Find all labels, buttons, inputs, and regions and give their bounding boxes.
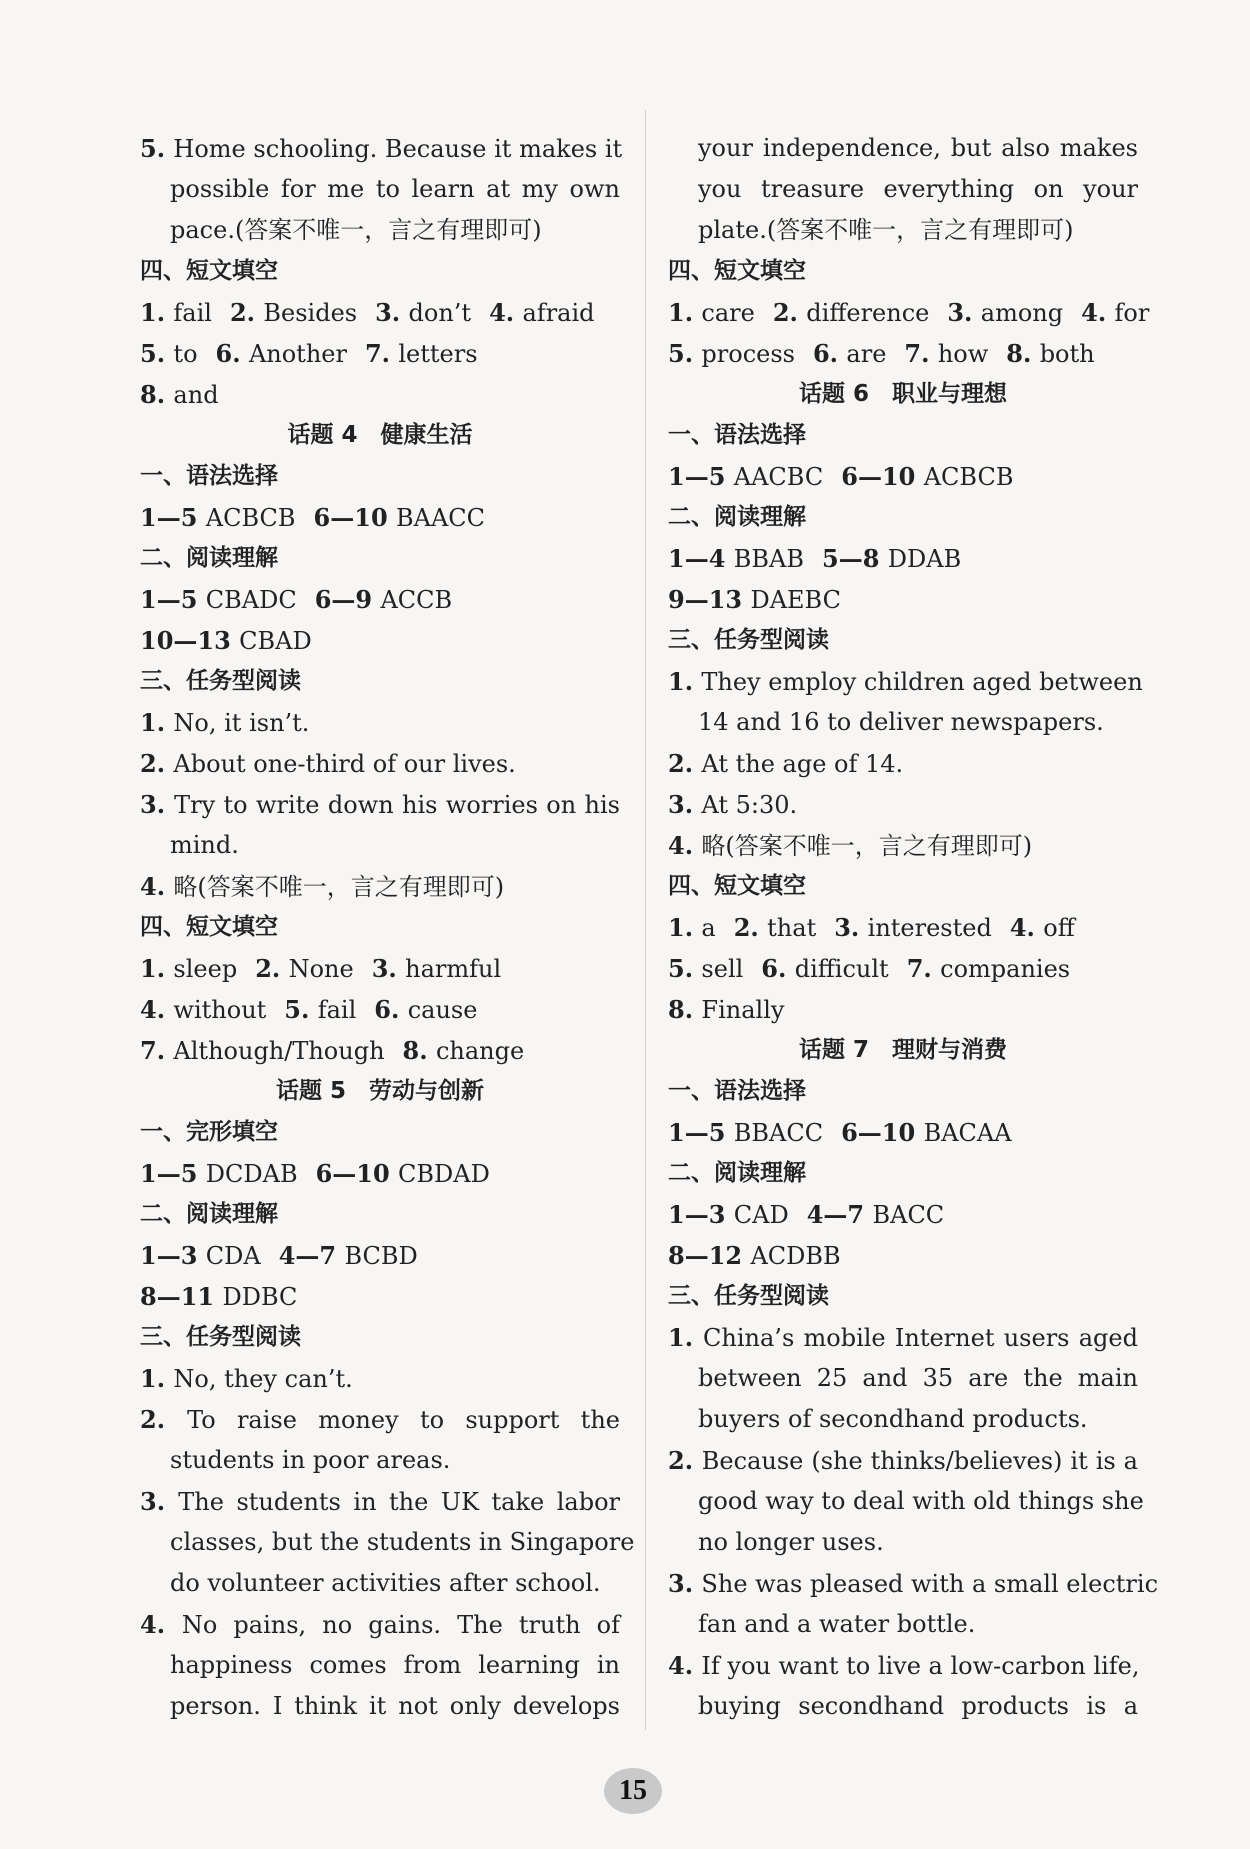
answer-text: Although/Though bbox=[173, 1037, 385, 1065]
answer-line bbox=[668, 1194, 1138, 1235]
answer-text: Finally bbox=[701, 996, 785, 1024]
answer-text: CAD bbox=[733, 1201, 789, 1229]
answer-line bbox=[140, 989, 620, 1030]
answer-text: are bbox=[846, 340, 887, 368]
question-number: 4. bbox=[1009, 913, 1044, 942]
answer-text: fail bbox=[173, 299, 212, 327]
question-number: 3. bbox=[140, 1487, 179, 1516]
question-number: 9—13 bbox=[668, 585, 751, 614]
section-heading: 二、阅读理解 bbox=[140, 1201, 278, 1227]
answer-line bbox=[140, 1030, 620, 1071]
answer-text: Home schooling. Because it makes it bbox=[173, 135, 623, 163]
page-number: 15 bbox=[604, 1768, 662, 1814]
answer-text: classes, but the students in Singapore bbox=[170, 1528, 635, 1556]
question-number: 6—10 bbox=[841, 1118, 924, 1147]
section-heading: 三、任务型阅读 bbox=[140, 668, 301, 694]
answer-line bbox=[668, 1440, 1138, 1481]
question-number: 4—7 bbox=[278, 1241, 345, 1270]
question-number: 5. bbox=[668, 954, 702, 983]
left-column bbox=[140, 128, 635, 1727]
question-number: 1—5 bbox=[140, 503, 206, 532]
answer-line bbox=[668, 1358, 1138, 1399]
answer-text: Another bbox=[248, 340, 347, 368]
answer-text: ACCB bbox=[380, 586, 453, 614]
question-number: 4. bbox=[1081, 298, 1115, 327]
answer-text: possible for me to learn at my own bbox=[170, 175, 620, 203]
question-number: 2. bbox=[668, 749, 702, 778]
question-number: 6—10 bbox=[315, 1159, 399, 1188]
answer-text: process bbox=[701, 340, 795, 368]
question-number: 3. bbox=[140, 790, 175, 819]
answer-text: mind. bbox=[170, 831, 239, 859]
answer-line bbox=[668, 579, 1138, 620]
section-heading: 三、任务型阅读 bbox=[668, 1283, 829, 1309]
answer-line bbox=[668, 1604, 1138, 1645]
answer-text: BCBD bbox=[344, 1242, 418, 1270]
section-heading: 一、语法选择 bbox=[668, 1078, 806, 1104]
answer-text: 14 and 16 to deliver newspapers. bbox=[698, 708, 1104, 736]
right-column bbox=[668, 128, 1159, 1727]
answer-text: sleep bbox=[173, 955, 238, 983]
question-number: 8—12 bbox=[668, 1241, 751, 1270]
answer-line bbox=[668, 1645, 1138, 1686]
answer-line bbox=[668, 1235, 1138, 1276]
answer-text: off bbox=[1043, 914, 1075, 942]
question-number: 4. bbox=[489, 298, 523, 327]
answer-text: Because (she thinks/believes) it is a bbox=[701, 1447, 1138, 1475]
answer-line bbox=[140, 1686, 620, 1727]
answer-text: At 5:30. bbox=[701, 791, 798, 819]
answer-text: and bbox=[173, 381, 219, 409]
question-number: 3. bbox=[668, 1569, 702, 1598]
answer-text: plate.(答案不唯一，言之有理即可) bbox=[698, 216, 1074, 244]
question-number: 4. bbox=[140, 995, 174, 1024]
question-number: 1—5 bbox=[140, 585, 206, 614]
question-number: 5. bbox=[140, 134, 174, 163]
topic-heading: 话题 7 理财与消费 bbox=[798, 1037, 1007, 1063]
answer-line bbox=[668, 948, 1138, 989]
section-heading: 二、阅读理解 bbox=[668, 1160, 806, 1186]
topic-heading: 话题 5 劳动与创新 bbox=[275, 1078, 484, 1104]
answer-line bbox=[140, 1358, 620, 1399]
question-number: 3. bbox=[668, 790, 702, 819]
answer-text: ACBCB bbox=[205, 504, 296, 532]
answer-text: DAEBC bbox=[750, 586, 841, 614]
section-heading: 四、短文填空 bbox=[140, 914, 278, 940]
answer-text: fail bbox=[317, 996, 357, 1024]
answer-text: About one-third of our lives. bbox=[173, 750, 516, 778]
answer-line bbox=[140, 292, 620, 333]
question-number: 6—9 bbox=[314, 585, 381, 614]
answer-line bbox=[140, 1153, 620, 1194]
answer-text: both bbox=[1039, 340, 1095, 368]
answer-line bbox=[668, 743, 1138, 784]
answer-text: good way to deal with old things she bbox=[698, 1487, 1144, 1515]
answer-line bbox=[668, 210, 1138, 251]
answer-text: you treasure everything on your bbox=[698, 175, 1138, 203]
question-number: 5. bbox=[284, 995, 318, 1024]
question-number: 5—8 bbox=[822, 544, 888, 573]
answer-text: AACBC bbox=[733, 463, 824, 491]
answer-line bbox=[668, 1399, 1138, 1440]
answer-text: If you want to live a low-carbon life, bbox=[701, 1652, 1140, 1680]
answer-line bbox=[668, 1317, 1138, 1358]
answer-line bbox=[668, 169, 1138, 210]
section-heading: 二、阅读理解 bbox=[668, 504, 806, 530]
answer-line bbox=[668, 702, 1138, 743]
answer-line bbox=[140, 866, 620, 907]
answer-text: your independence, but also makes bbox=[698, 134, 1138, 162]
section-heading: 二、阅读理解 bbox=[140, 545, 278, 571]
answer-text: students in poor areas. bbox=[170, 1446, 451, 1474]
answer-line bbox=[668, 989, 1138, 1030]
answer-text: No, they can’t. bbox=[173, 1365, 353, 1393]
answer-line bbox=[668, 333, 1138, 374]
answer-text: how bbox=[937, 340, 989, 368]
question-number: 7. bbox=[904, 339, 938, 368]
question-number: 6. bbox=[812, 339, 847, 368]
answer-text: sell bbox=[701, 955, 744, 983]
question-number: 7. bbox=[364, 339, 399, 368]
answer-text: among bbox=[980, 299, 1064, 327]
question-number: 1—5 bbox=[140, 1159, 206, 1188]
section-heading: 三、任务型阅读 bbox=[668, 627, 829, 653]
answer-text: companies bbox=[940, 955, 1071, 983]
question-number: 1. bbox=[668, 667, 702, 696]
answer-text: Besides bbox=[263, 299, 358, 327]
answer-line bbox=[668, 128, 1138, 169]
answer-text: interested bbox=[867, 914, 992, 942]
question-number: 2. bbox=[772, 298, 807, 327]
question-number: 8. bbox=[140, 380, 174, 409]
question-number: 1. bbox=[140, 954, 174, 983]
answer-text: letters bbox=[398, 340, 478, 368]
answer-line bbox=[140, 743, 620, 784]
question-number: 8. bbox=[1006, 339, 1040, 368]
question-number: 6—10 bbox=[313, 503, 396, 532]
question-number: 1—3 bbox=[140, 1241, 206, 1270]
answer-text: Try to write down his worries on his bbox=[174, 791, 620, 819]
answer-line bbox=[668, 661, 1143, 702]
answer-text: do volunteer activities after school. bbox=[170, 1569, 601, 1597]
answer-text: difficult bbox=[794, 955, 889, 983]
answer-text: 略(答案不唯一，言之有理即可) bbox=[173, 873, 505, 901]
answer-text: CBDAD bbox=[398, 1160, 490, 1188]
answer-text: None bbox=[288, 955, 354, 983]
answer-line bbox=[668, 1112, 1138, 1153]
question-number: 3. bbox=[834, 913, 868, 942]
question-number: 3. bbox=[375, 298, 409, 327]
answer-text: No, it isn’t. bbox=[173, 709, 310, 737]
answer-line bbox=[668, 1563, 1159, 1604]
answer-text: change bbox=[435, 1037, 525, 1065]
answer-line bbox=[668, 456, 1138, 497]
answer-text: between 25 and 35 are the main bbox=[698, 1364, 1138, 1392]
answer-text: To raise money to support the bbox=[187, 1406, 620, 1434]
question-number: 4—7 bbox=[806, 1200, 873, 1229]
answer-line bbox=[140, 374, 620, 415]
answer-text: fan and a water bottle. bbox=[698, 1610, 976, 1638]
question-number: 10—13 bbox=[140, 626, 240, 655]
question-number: 6. bbox=[215, 339, 249, 368]
question-number: 8—11 bbox=[140, 1282, 223, 1311]
question-number: 8. bbox=[402, 1036, 436, 1065]
section-heading: 一、语法选择 bbox=[140, 463, 278, 489]
question-number: 1. bbox=[140, 708, 174, 737]
answer-text: BACAA bbox=[923, 1119, 1012, 1147]
column-divider bbox=[645, 110, 646, 1730]
answer-line bbox=[668, 292, 1150, 333]
answer-line bbox=[140, 620, 620, 661]
question-number: 5. bbox=[668, 339, 702, 368]
answer-line bbox=[140, 1645, 620, 1686]
question-number: 2. bbox=[668, 1446, 702, 1475]
question-number: 4. bbox=[668, 831, 702, 860]
answer-line bbox=[140, 1481, 620, 1522]
question-number: 1—4 bbox=[668, 544, 734, 573]
answer-line bbox=[668, 538, 1138, 579]
topic-heading: 话题 6 职业与理想 bbox=[798, 381, 1007, 407]
answer-line bbox=[140, 1604, 620, 1645]
answer-text: DCDAB bbox=[205, 1160, 298, 1188]
question-number: 6. bbox=[761, 954, 795, 983]
answer-line bbox=[140, 784, 620, 825]
answer-text: buyers of secondhand products. bbox=[698, 1405, 1088, 1433]
answer-text: DDBC bbox=[222, 1283, 298, 1311]
section-heading: 一、完形填空 bbox=[140, 1119, 278, 1145]
section-heading: 四、短文填空 bbox=[140, 258, 278, 284]
answer-text: CBAD bbox=[239, 627, 312, 655]
answer-text: BBACC bbox=[733, 1119, 824, 1147]
answer-text: afraid bbox=[522, 299, 595, 327]
answer-text: CBADC bbox=[205, 586, 297, 614]
answer-text: without bbox=[173, 996, 267, 1024]
question-number: 1. bbox=[668, 1323, 704, 1352]
answer-line bbox=[140, 702, 620, 743]
question-number: 2. bbox=[229, 298, 264, 327]
answer-text: CDA bbox=[205, 1242, 261, 1270]
answer-line bbox=[668, 825, 1138, 866]
answer-line bbox=[140, 169, 620, 210]
question-number: 4. bbox=[140, 1610, 182, 1639]
answer-text: She was pleased with a small electric bbox=[701, 1570, 1159, 1598]
answer-line bbox=[140, 579, 620, 620]
question-number: 1—3 bbox=[668, 1200, 734, 1229]
question-number: 2. bbox=[140, 1405, 188, 1434]
answer-text: happiness comes from learning in bbox=[170, 1651, 620, 1679]
section-heading: 四、短文填空 bbox=[668, 258, 806, 284]
question-number: 7. bbox=[140, 1036, 174, 1065]
answer-line bbox=[140, 948, 620, 989]
section-heading: 一、语法选择 bbox=[668, 422, 806, 448]
question-number: 1. bbox=[668, 913, 702, 942]
answer-text: BAACC bbox=[396, 504, 486, 532]
topic-heading: 话题 4 健康生活 bbox=[287, 422, 473, 448]
answer-line bbox=[668, 1481, 1144, 1522]
answer-text: At the age of 14. bbox=[701, 750, 904, 778]
question-number: 2. bbox=[255, 954, 289, 983]
answer-text: cause bbox=[407, 996, 478, 1024]
answer-line bbox=[140, 210, 620, 251]
question-number: 3. bbox=[947, 298, 981, 327]
answer-text: buying secondhand products is a bbox=[698, 1692, 1138, 1720]
answer-text: ACDBB bbox=[750, 1242, 841, 1270]
answer-text: BACC bbox=[872, 1201, 945, 1229]
answer-line bbox=[140, 497, 620, 538]
question-number: 1. bbox=[140, 298, 174, 327]
question-number: 2. bbox=[140, 749, 174, 778]
answer-text: BBAB bbox=[733, 545, 805, 573]
question-number: 1. bbox=[668, 298, 702, 327]
answer-line bbox=[140, 1276, 620, 1317]
answer-text: DDAB bbox=[887, 545, 962, 573]
answer-text: difference bbox=[806, 299, 930, 327]
question-number: 2. bbox=[733, 913, 768, 942]
answer-line bbox=[140, 1235, 620, 1276]
answer-text: no longer uses. bbox=[698, 1528, 884, 1556]
answer-text: China’s mobile Internet users aged bbox=[703, 1324, 1138, 1352]
question-number: 6. bbox=[374, 995, 408, 1024]
section-heading: 三、任务型阅读 bbox=[140, 1324, 301, 1350]
answer-text: harmful bbox=[405, 955, 502, 983]
answer-line bbox=[140, 1440, 620, 1481]
answer-line bbox=[668, 907, 1138, 948]
answer-text: don’t bbox=[408, 299, 472, 327]
question-number: 8. bbox=[668, 995, 702, 1024]
question-number: 1—5 bbox=[668, 1118, 734, 1147]
section-heading: 四、短文填空 bbox=[668, 873, 806, 899]
answer-line bbox=[140, 333, 620, 374]
answer-text: 略(答案不唯一，言之有理即可) bbox=[701, 832, 1033, 860]
answer-line bbox=[140, 1399, 620, 1440]
answer-text: ACBCB bbox=[923, 463, 1014, 491]
answer-line bbox=[140, 128, 623, 169]
answer-text: person. I think it not only develops bbox=[170, 1692, 620, 1720]
answer-text: pace.(答案不唯一，言之有理即可) bbox=[170, 216, 542, 244]
answer-line bbox=[140, 1563, 620, 1604]
answer-text: No pains, no gains. The truth of bbox=[181, 1611, 620, 1639]
answer-line bbox=[668, 784, 1138, 825]
answer-line bbox=[668, 1686, 1138, 1727]
answer-text: The students in the UK take labor bbox=[178, 1488, 620, 1516]
answer-line bbox=[140, 1522, 635, 1563]
question-number: 1—5 bbox=[668, 462, 734, 491]
question-number: 4. bbox=[140, 872, 174, 901]
answer-text: They employ children aged between bbox=[701, 668, 1143, 696]
question-number: 3. bbox=[371, 954, 406, 983]
answer-text: care bbox=[701, 299, 755, 327]
question-number: 7. bbox=[906, 954, 941, 983]
question-number: 4. bbox=[668, 1651, 702, 1680]
answer-line bbox=[140, 825, 620, 866]
answer-text: for bbox=[1114, 299, 1150, 327]
answer-text: that bbox=[767, 914, 817, 942]
answer-line bbox=[668, 1522, 1138, 1563]
question-number: 1. bbox=[140, 1364, 174, 1393]
answer-text: a bbox=[701, 914, 716, 942]
question-number: 6—10 bbox=[841, 462, 924, 491]
question-number: 5. bbox=[140, 339, 174, 368]
answer-text: to bbox=[173, 340, 198, 368]
